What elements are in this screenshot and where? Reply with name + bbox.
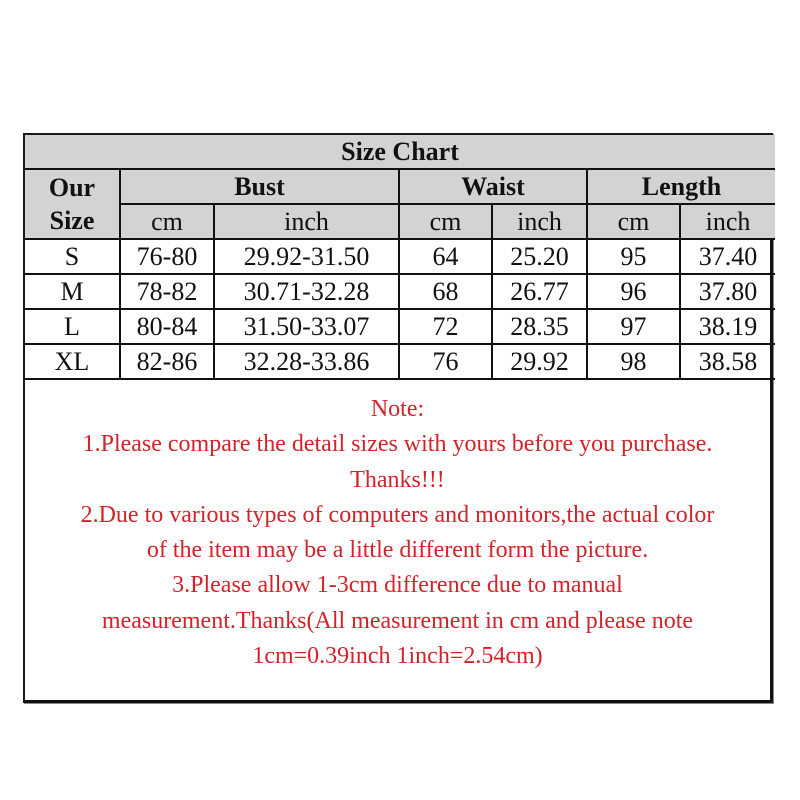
waist-cm-cell: 76: [399, 344, 492, 379]
size-chart-table: [25, 135, 775, 380]
length-inch-cell: 38.19: [680, 309, 775, 344]
note-line: 1cm=0.39inch 1inch=2.54cm): [252, 643, 543, 670]
note-heading: Note:: [370, 396, 425, 422]
size-chart-panel: [23, 133, 773, 703]
our-size-header-line2: Size: [49, 206, 95, 235]
note-line: Thanks!!!: [350, 466, 445, 493]
size-cell: M: [25, 274, 120, 309]
waist-inch-cell: 28.35: [492, 309, 587, 344]
length-cm-cell: 97: [587, 309, 680, 344]
unit-header-row: [25, 204, 775, 239]
length-inch-header: inch: [680, 204, 775, 239]
title-row: [25, 135, 775, 169]
length-cm-header: cm: [587, 204, 680, 239]
waist-inch-header: inch: [492, 204, 587, 239]
bust-cm-cell: 82-86: [120, 344, 214, 379]
length-header: Length: [587, 169, 775, 204]
group-header-row: [25, 169, 775, 204]
length-cm-cell: 96: [587, 274, 680, 309]
table-row: [25, 239, 775, 274]
bust-header: Bust: [120, 169, 399, 204]
waist-header: Waist: [399, 169, 587, 204]
our-size-header: [25, 169, 120, 239]
chart-title: Size Chart: [25, 135, 775, 169]
bust-inch-cell: 29.92-31.50: [214, 239, 399, 274]
bust-cm-cell: 76-80: [120, 239, 214, 274]
waist-cm-cell: 72: [399, 309, 492, 344]
size-cell: L: [25, 309, 120, 344]
note-line: 3.Please allow 1-3cm difference due to manual: [172, 572, 623, 599]
bust-cm-cell: 80-84: [120, 309, 214, 344]
length-cm-cell: 95: [587, 239, 680, 274]
bust-inch-header: inch: [214, 204, 399, 239]
note-line: of the item may be a little different form the picture.: [146, 537, 649, 564]
note-line: measurement.Thanks(All measurement in cm and please note: [101, 607, 694, 634]
bust-inch-cell: 31.50-33.07: [214, 309, 399, 344]
table-row: [25, 344, 775, 379]
length-inch-cell: 37.40: [680, 239, 775, 274]
length-inch-cell: 37.80: [680, 274, 775, 309]
bust-inch-cell: 32.28-33.86: [214, 344, 399, 379]
waist-inch-cell: 29.92: [492, 344, 587, 379]
notes-section: [25, 392, 770, 674]
waist-cm-header: cm: [399, 204, 492, 239]
waist-inch-cell: 25.20: [492, 239, 587, 274]
bust-cm-cell: 78-82: [120, 274, 214, 309]
note-line: 1.Please compare the detail sizes with yours before you purchase.: [82, 431, 713, 458]
size-cell: S: [25, 239, 120, 274]
size-cell: XL: [25, 344, 120, 379]
table-row: [25, 309, 775, 344]
note-line: 2.Due to various types of computers and monitors,the actual color: [80, 501, 715, 528]
table-row: [25, 274, 775, 309]
length-cm-cell: 98: [587, 344, 680, 379]
our-size-header-line1: Our: [48, 173, 96, 202]
length-inch-cell: 38.58: [680, 344, 775, 379]
waist-cm-cell: 64: [399, 239, 492, 274]
bust-cm-header: cm: [120, 204, 214, 239]
bust-inch-cell: 30.71-32.28: [214, 274, 399, 309]
waist-cm-cell: 68: [399, 274, 492, 309]
waist-inch-cell: 26.77: [492, 274, 587, 309]
